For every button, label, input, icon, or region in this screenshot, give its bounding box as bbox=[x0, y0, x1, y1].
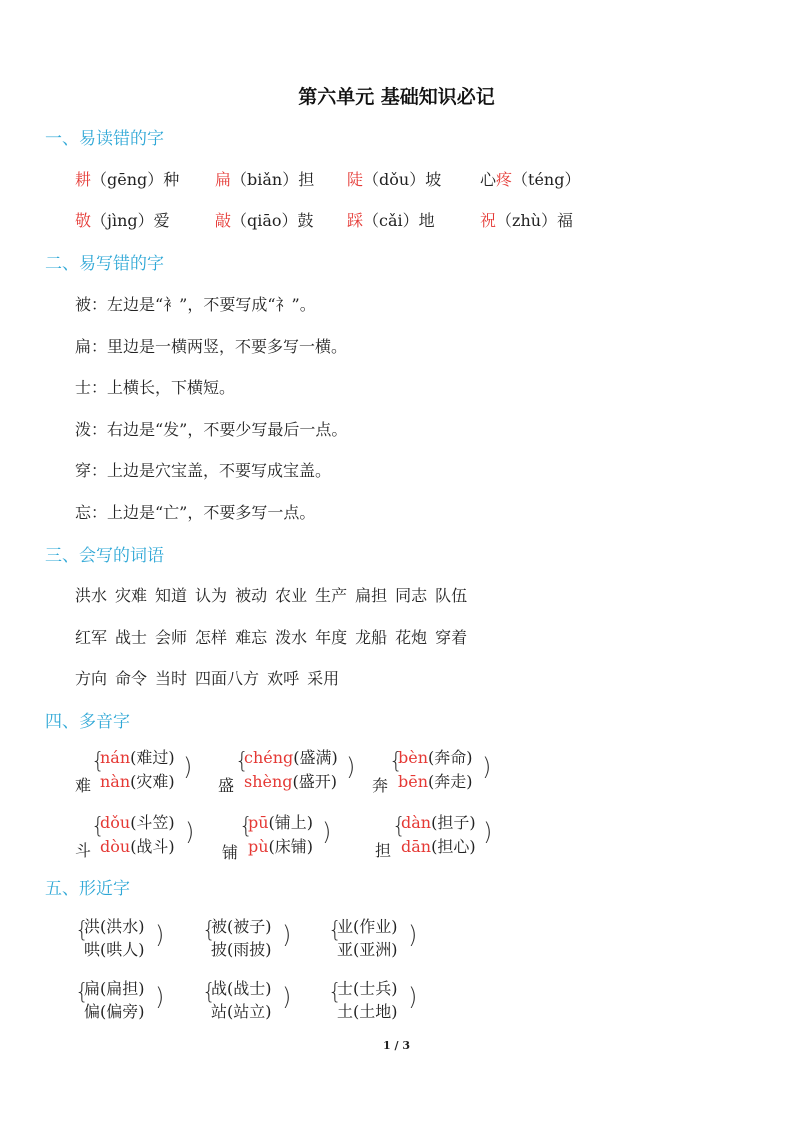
polyphone-reading-1 bbox=[401, 810, 476, 833]
polyphone-reading-2 bbox=[100, 834, 175, 857]
writing-tip: 泼：右边是“发”，不要少写最后一点。 bbox=[75, 420, 348, 439]
reading-char: 祝 bbox=[480, 211, 497, 230]
section-heading-easy-misread: 一、易读错的字 bbox=[45, 129, 164, 149]
polyphone-group bbox=[372, 745, 502, 795]
word: 四面八方 bbox=[195, 669, 260, 688]
pinyin: bēn bbox=[398, 772, 429, 791]
word: 被动 bbox=[235, 586, 268, 605]
polyphone-char: 担 bbox=[375, 841, 392, 860]
reading-item bbox=[215, 167, 314, 190]
writing-tip: 忘：上边是“亡”，不要多写一点。 bbox=[75, 503, 316, 522]
similar-char-a: 战(战士) bbox=[211, 979, 272, 998]
pinyin: pū bbox=[248, 813, 269, 832]
page-title: 第六单元 基础知识必记 bbox=[298, 86, 495, 108]
example-word: (奔命) bbox=[428, 748, 473, 767]
pinyin: dān bbox=[401, 837, 432, 856]
right-bracket: ) bbox=[155, 983, 165, 1011]
polyphone-reading-1 bbox=[398, 745, 473, 768]
polyphone-char: 奔 bbox=[372, 776, 389, 795]
example-word: (盛开) bbox=[292, 772, 338, 791]
word: 当时 bbox=[155, 669, 188, 688]
polyphone-reading-2 bbox=[398, 769, 473, 792]
example-word: (灾难) bbox=[130, 772, 175, 791]
polyphone-reading-1 bbox=[100, 745, 175, 768]
reading-item bbox=[75, 208, 170, 231]
reading-item bbox=[480, 167, 580, 190]
polyphone-group bbox=[222, 810, 342, 860]
right-bracket: ) bbox=[408, 983, 418, 1011]
polyphone-reading-2 bbox=[401, 834, 476, 857]
polyphone-reading-2 bbox=[248, 834, 313, 857]
example-word: (奔走) bbox=[428, 772, 473, 791]
left-brace: { bbox=[75, 918, 89, 943]
word: 同志 bbox=[395, 586, 428, 605]
section-heading-vocabulary: 三、会写的词语 bbox=[45, 546, 164, 566]
left-brace: { bbox=[235, 749, 249, 774]
polyphone-reading-1 bbox=[244, 745, 338, 768]
writing-tip: 扁：里边是一横两竖，不要多写一横。 bbox=[75, 337, 348, 356]
reading-char: 踩 bbox=[347, 211, 364, 230]
polyphone-char: 盛 bbox=[218, 776, 235, 795]
pinyin: dàn bbox=[401, 813, 432, 832]
example-word: (担子) bbox=[431, 813, 476, 832]
similar-char-a: 士(士兵) bbox=[337, 979, 398, 998]
similar-char-group bbox=[328, 976, 428, 1024]
reading-item bbox=[215, 208, 314, 231]
pinyin: nàn bbox=[100, 772, 131, 791]
left-brace: { bbox=[202, 980, 216, 1005]
right-bracket: ) bbox=[346, 753, 356, 781]
example-word: (斗笠) bbox=[130, 813, 175, 832]
reading-char: 敲 bbox=[215, 211, 232, 230]
similar-char-a: 洪(洪水) bbox=[84, 917, 145, 936]
word: 方向 bbox=[75, 669, 108, 688]
example-word: (床铺) bbox=[268, 837, 314, 856]
right-bracket: ) bbox=[282, 983, 292, 1011]
reading-pinyin: （cǎi）地 bbox=[363, 211, 435, 230]
reading-char: 耕 bbox=[75, 170, 92, 189]
reading-pinyin: （zhù）福 bbox=[496, 211, 574, 230]
polyphone-reading-2 bbox=[244, 769, 337, 792]
similar-char-a: 业(作业) bbox=[337, 917, 398, 936]
left-brace: { bbox=[239, 814, 253, 839]
similar-char-b: 站(站立) bbox=[211, 1002, 272, 1021]
word: 龙船 bbox=[355, 628, 388, 647]
reading-pinyin: （gēng）种 bbox=[91, 170, 180, 189]
word-row bbox=[75, 666, 347, 689]
word: 年度 bbox=[315, 628, 348, 647]
pinyin: pù bbox=[248, 837, 269, 856]
reading-char: 敬 bbox=[75, 211, 92, 230]
reading-pinyin: （dǒu）坡 bbox=[363, 170, 442, 189]
reading-char: 陡 bbox=[347, 170, 364, 189]
word: 灾难 bbox=[115, 586, 148, 605]
example-word: (盛满) bbox=[293, 748, 338, 767]
reading-char: 疼 bbox=[496, 170, 513, 189]
similar-char-group bbox=[75, 914, 175, 962]
word: 泼水 bbox=[275, 628, 308, 647]
similar-char-group bbox=[202, 914, 302, 962]
word: 怎样 bbox=[195, 628, 228, 647]
reading-pinyin: （téng） bbox=[512, 170, 581, 189]
section-heading-polyphones: 四、多音字 bbox=[45, 712, 130, 732]
reading-pinyin: （biǎn）担 bbox=[231, 170, 315, 189]
similar-char-group bbox=[202, 976, 302, 1024]
reading-item bbox=[347, 208, 435, 231]
right-bracket: ) bbox=[183, 753, 193, 781]
word: 会师 bbox=[155, 628, 188, 647]
left-brace: { bbox=[91, 814, 105, 839]
reading-pinyin: （qiāo）鼓 bbox=[231, 211, 314, 230]
right-bracket: ) bbox=[408, 921, 418, 949]
polyphone-group bbox=[75, 810, 205, 860]
pinyin: dǒu bbox=[100, 813, 131, 832]
word: 知道 bbox=[155, 586, 188, 605]
word: 花炮 bbox=[395, 628, 428, 647]
word: 命令 bbox=[115, 669, 148, 688]
similar-char-a: 扁(扁担) bbox=[84, 979, 145, 998]
similar-char-b: 偏(偏旁) bbox=[84, 1002, 145, 1021]
polyphone-reading-1 bbox=[100, 810, 175, 833]
similar-char-b: 哄(哄人) bbox=[84, 940, 145, 959]
word-row bbox=[75, 625, 475, 648]
polyphone-group bbox=[218, 745, 358, 795]
example-word: (战斗) bbox=[130, 837, 175, 856]
writing-tip: 士：上横长，下横短。 bbox=[75, 378, 236, 397]
writing-tip: 被：左边是“衤”，不要写成“礻”。 bbox=[75, 295, 316, 314]
word: 欢呼 bbox=[267, 669, 300, 688]
page-number: 1 / 3 bbox=[383, 1039, 410, 1052]
similar-char-b: 土(土地) bbox=[337, 1002, 398, 1021]
right-bracket: ) bbox=[155, 921, 165, 949]
word: 扁担 bbox=[355, 586, 388, 605]
word: 难忘 bbox=[235, 628, 268, 647]
polyphone-group bbox=[75, 745, 205, 795]
word: 战士 bbox=[115, 628, 148, 647]
left-brace: { bbox=[202, 918, 216, 943]
polyphone-group bbox=[375, 810, 505, 860]
right-bracket: ) bbox=[483, 818, 493, 846]
example-word: (铺上) bbox=[268, 813, 314, 832]
pinyin: nán bbox=[100, 748, 131, 767]
right-bracket: ) bbox=[322, 818, 332, 846]
similar-char-group bbox=[328, 914, 428, 962]
section-heading-easy-miswrite: 二、易写错的字 bbox=[45, 254, 164, 274]
left-brace: { bbox=[75, 980, 89, 1005]
polyphone-char: 铺 bbox=[222, 843, 239, 862]
pinyin: chéng bbox=[244, 748, 294, 767]
reading-item bbox=[347, 167, 441, 190]
left-brace: { bbox=[328, 918, 342, 943]
word: 队伍 bbox=[435, 586, 468, 605]
right-bracket: ) bbox=[282, 921, 292, 949]
similar-char-b: 披(雨披) bbox=[211, 940, 272, 959]
example-word: (难过) bbox=[130, 748, 175, 767]
left-brace: { bbox=[328, 980, 342, 1005]
left-brace: { bbox=[389, 749, 403, 774]
example-word: (担心) bbox=[431, 837, 476, 856]
pinyin: bèn bbox=[398, 748, 429, 767]
reading-item bbox=[480, 208, 573, 231]
similar-char-group bbox=[75, 976, 175, 1024]
similar-char-a: 被(被子) bbox=[211, 917, 272, 936]
left-brace: { bbox=[392, 814, 406, 839]
word: 穿着 bbox=[435, 628, 468, 647]
section-heading-similar-chars: 五、形近字 bbox=[45, 879, 130, 899]
right-bracket: ) bbox=[185, 818, 195, 846]
polyphone-reading-1 bbox=[248, 810, 313, 833]
word: 认为 bbox=[195, 586, 228, 605]
word: 洪水 bbox=[75, 586, 108, 605]
word: 采用 bbox=[307, 669, 340, 688]
word: 红军 bbox=[75, 628, 108, 647]
reading-char: 扁 bbox=[215, 170, 232, 189]
reading-pinyin: （jìng）爱 bbox=[91, 211, 170, 230]
polyphone-char: 斗 bbox=[75, 841, 92, 860]
polyphone-reading-2 bbox=[100, 769, 175, 792]
pinyin: shèng bbox=[244, 772, 293, 791]
right-bracket: ) bbox=[482, 753, 492, 781]
left-brace: { bbox=[91, 749, 105, 774]
similar-char-b: 亚(亚洲) bbox=[337, 940, 398, 959]
word: 农业 bbox=[275, 586, 308, 605]
word: 生产 bbox=[315, 586, 348, 605]
writing-tip: 穿：上边是穴宝盖，不要写成宝盖。 bbox=[75, 461, 332, 480]
reading-item bbox=[75, 167, 179, 190]
pinyin: dòu bbox=[100, 837, 131, 856]
reading-prefix: 心 bbox=[480, 170, 497, 189]
word-row bbox=[75, 583, 475, 606]
polyphone-char: 难 bbox=[75, 776, 92, 795]
